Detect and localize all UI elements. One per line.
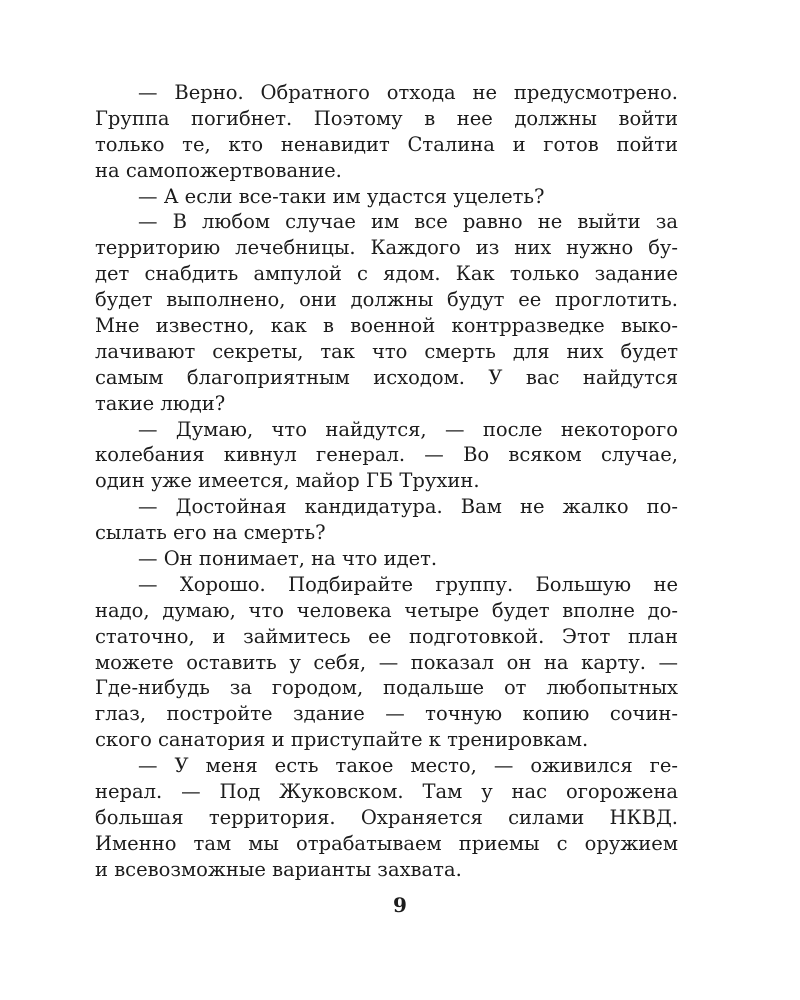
page-body-text — [95, 80, 678, 883]
text-line-17: — Достойная кандидатура. Вам не жалко по- — [138, 495, 678, 519]
text-line-6: — В любом случае им все равно не выйти за — [138, 210, 678, 234]
text-line-15: колебания кивнул генерал. — Во всяком случае, — [95, 443, 678, 467]
text-line-28: нерал. — Под Жуковском. Там у нас огорожена — [95, 780, 678, 804]
text-line-14: — Думаю, что найдутся, — после некоторого — [138, 417, 678, 441]
text-line-25: глаз, постройте здание — точную копию сочин- — [95, 702, 678, 726]
text-line-27: — У меня есть такое место, — оживился ге- — [138, 754, 678, 778]
text-line-31: и всевозможные варианты захвата. — [95, 857, 462, 881]
text-line-20: — Хорошо. Подбирайте группу. Большую не — [138, 572, 678, 596]
text-line-1: — Верно. Обратного отхода не предусмотрено. — [138, 81, 678, 104]
text-line-30: Именно там мы отрабатываем приемы с оружием — [95, 831, 678, 855]
text-line-13: такие люди? — [95, 391, 226, 415]
page-number: 9 — [393, 893, 407, 917]
text-line-4: на самопожертвование. — [95, 158, 342, 182]
text-line-16: один уже имеется, майор ГБ Трухин. — [95, 469, 480, 493]
text-line-29: большая территория. Охраняется силами НКВД. — [95, 805, 678, 829]
text-line-21: надо, думаю, что человека четыре будет вполне до- — [95, 598, 678, 622]
text-line-3: только те, кто ненавидит Сталина и готов пойти — [95, 132, 678, 156]
text-line-2: Группа погибнет. Поэтому в нее должны войти — [95, 106, 678, 130]
text-line-8: дет снабдить ампулой с ядом. Как только задание — [95, 262, 678, 286]
text-line-26: ского санатория и приступайте к тренировкам. — [95, 728, 589, 752]
text-line-19: — Он понимает, на что идет. — [138, 547, 438, 571]
text-line-5: — А если все-таки им удастся уцелеть? — [138, 184, 545, 208]
text-line-11: лачивают секреты, так что смерть для них будет — [95, 339, 678, 363]
text-line-24: Где-нибудь за городом, подальше от любопытных — [95, 676, 678, 700]
text-line-18: сылать его на смерть? — [95, 521, 326, 545]
text-line-23: можете оставить у себя, — показал он на карту. — — [95, 650, 678, 674]
text-line-22: статочно, и займитесь ее подготовкой. Этот план — [95, 624, 678, 648]
text-line-7: территорию лечебницы. Каждого из них нужно бу- — [95, 236, 678, 260]
text-line-10: Мне известно, как в военной контрразведке выко- — [95, 314, 678, 338]
text-line-12: самым благоприятным исходом. У вас найдутся — [95, 365, 678, 389]
text-line-9: будет выполнено, они должны будут ее проглотить. — [95, 288, 678, 312]
